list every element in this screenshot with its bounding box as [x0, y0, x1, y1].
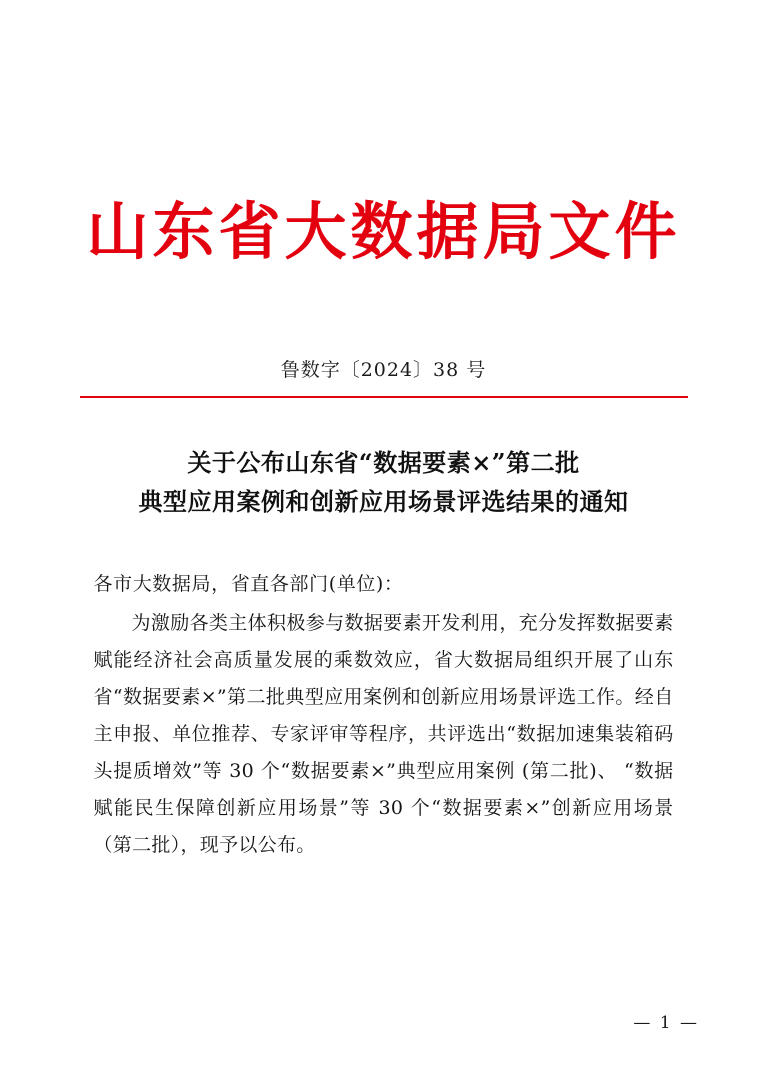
red-divider-rule	[80, 396, 688, 398]
document-body	[94, 566, 674, 864]
issuer-banner-title: 山东省大数据局文件	[86, 195, 681, 268]
document-header	[0, 0, 767, 267]
salutation-text: 各市大数据局，省直各部门(单位)：	[93, 573, 404, 596]
document-number: 鲁数字〔2024〕38 号	[280, 359, 487, 382]
document-subject	[99, 444, 669, 522]
page-number-footer: — 1 —	[633, 1013, 699, 1033]
subject-line-2: 典型应用案例和创新应用场景评选结果的通知	[138, 487, 629, 517]
subject-line-1: 关于公布山东省“数据要素×”第二批	[187, 448, 580, 478]
body-paragraph-1: 为激励各类主体积极参与数据要素开发利用，充分发挥数据要素赋能经济社会高质量发展的乘数效应，省大数据局组织开展了山东省“数据要素×”第二批典型应用案例和创新应用场景评选工作。经自主申报、单位推荐、专家评审等程序，共评选出“数据加速集装箱码头提质增效”等 30 个“数据要素×”典型应用案例 (第二批)、 “数据赋能民生保障创新应用场景”等 30 个“数据要素×”创新应用场景（第二批），现予以公布。	[93, 612, 674, 857]
